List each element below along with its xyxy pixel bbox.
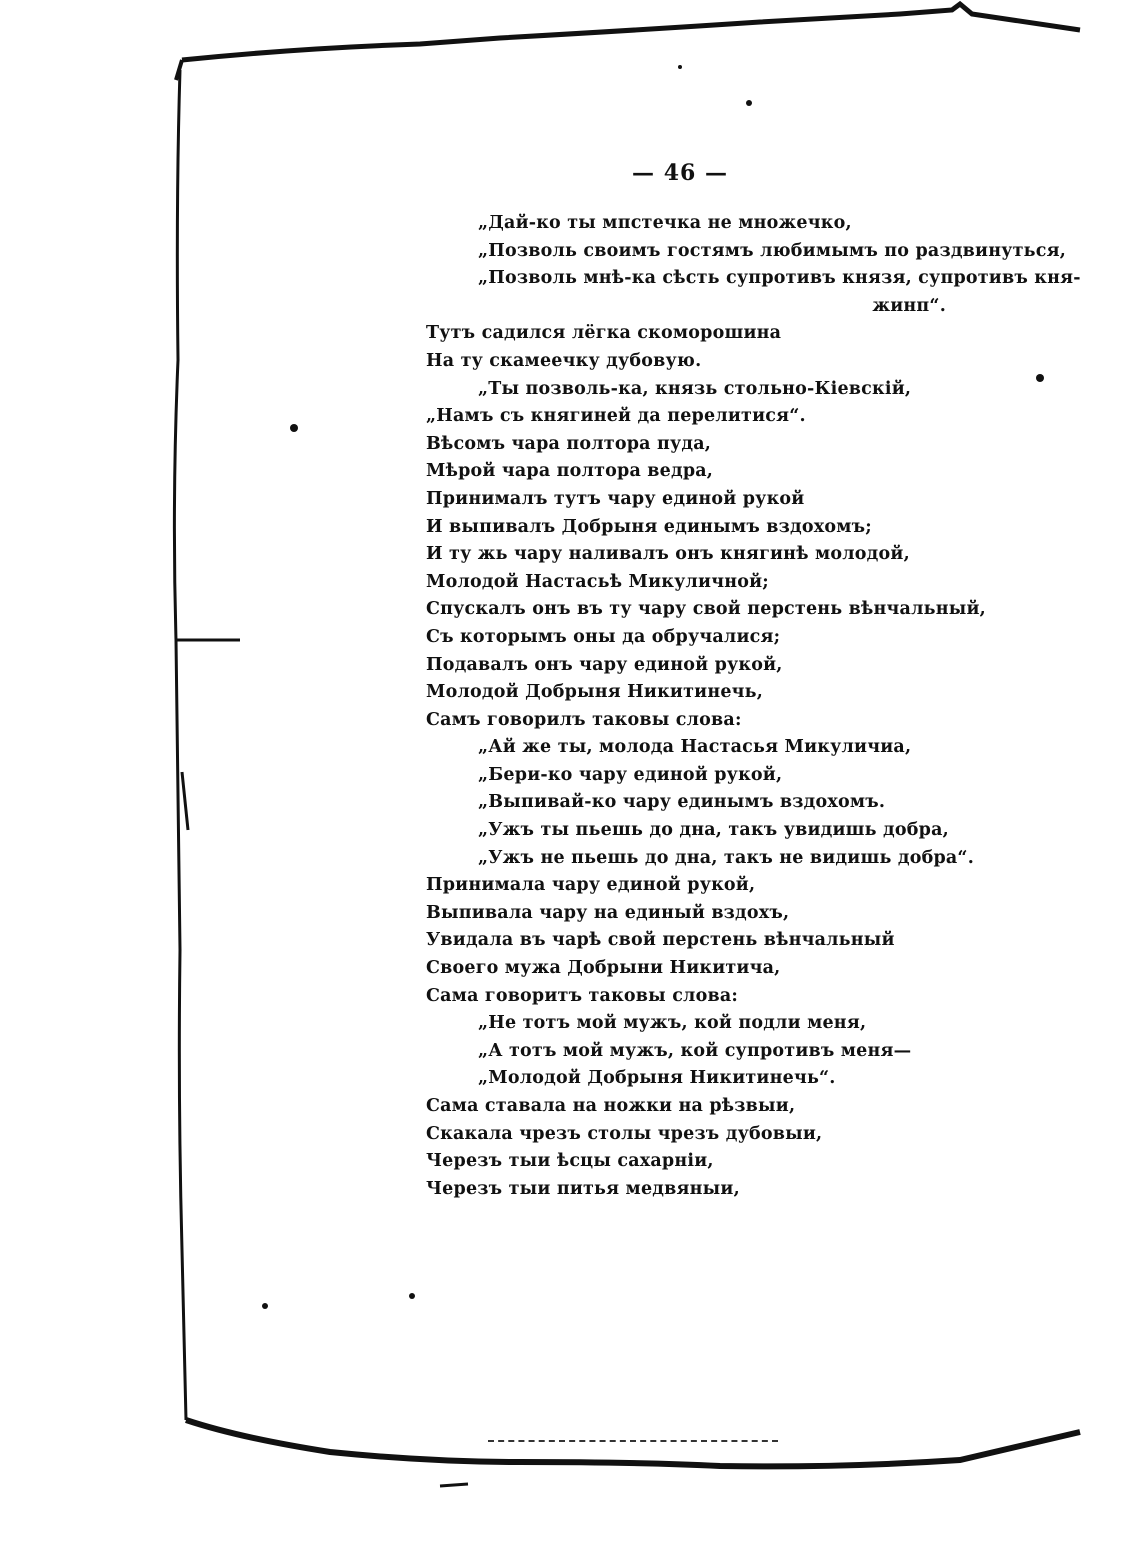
poem-line: „Ты позволь-ка, князь стольно-Кіевскій, — [478, 378, 912, 399]
poem-line: И выпивалъ Добрыня единымъ вздохомъ; — [426, 516, 872, 537]
poem-line: жинп“. — [872, 295, 946, 316]
poem-line: „Бери-ко чару единой рукой, — [478, 764, 783, 785]
poem-line: Черезъ тыи ѣсцы сахарніи, — [426, 1151, 714, 1172]
poem-line: Молодой Добрыня Никитинечь, — [426, 682, 764, 703]
poem-line: „А тотъ мой мужъ, кой супротивъ меня— — [478, 1040, 912, 1061]
poem-line: „Выпивай-ко чару единымъ вздохомъ. — [478, 792, 886, 813]
poem-line: И ту жь чару наливалъ онъ княгинѣ молодой, — [426, 544, 910, 565]
poem-line: „Намъ съ княгиней да перелитися“. — [426, 406, 806, 427]
poem-line: Молодой Настасьѣ Микуличной; — [426, 571, 769, 592]
poem-line: „Ужъ ты пьешь до дна, такъ увидишь добра, — [478, 820, 949, 841]
poem-line: Своего мужа Добрыни Никитича, — [426, 958, 781, 979]
poem-line: Спускалъ онъ въ ту чару свой перстень вѣнчальный, — [426, 599, 986, 620]
poem-line: Мѣрой чара полтора ведра, — [426, 461, 714, 482]
poem-line: „Позволь своимъ гостямъ любимымъ по раздвинуться, — [478, 240, 1067, 261]
poem-line: „Ужъ не пьешь до дна, такъ не видишь добра“. — [478, 847, 974, 868]
poem-line: „Не тотъ мой мужъ, кой подли меня, — [478, 1013, 867, 1034]
poem-line: На ту скамеечку дубовую. — [426, 350, 702, 371]
poem-line: „Дай-ко ты мпстечка не множечко, — [478, 213, 852, 233]
poem-line: Скакала чрезъ столы чрезъ дубовыи, — [426, 1123, 823, 1144]
page-number: — 46 — — [632, 160, 728, 186]
poem-text — [426, 210, 1081, 1203]
bottom-rule — [488, 1440, 778, 1442]
poem-line: Сама говоритъ таковы слова: — [426, 985, 739, 1006]
poem-line: Принималъ тутъ чару единой рукой — [426, 488, 805, 509]
poem-line: Съ которымъ оны да обручалися; — [426, 626, 781, 647]
poem-line: Выпивала чару на единый вздохъ, — [426, 902, 790, 923]
poem-line: Самъ говорилъ таковы слова: — [426, 709, 742, 730]
poem-line: Сама ставала на ножки на рѣзвыи, — [426, 1096, 796, 1116]
poem-line: „Позволь мнѣ-ка сѣсть супротивъ князя, супротивъ кня- — [478, 268, 1081, 289]
poem-line: „Ай же ты, молода Настасья Микуличиа, — [478, 737, 912, 758]
poem-line: Черезъ тыи питья медвяныи, — [426, 1178, 740, 1199]
poem-line: Вѣсомъ чара полтора пуда, — [426, 433, 712, 454]
poem-line: Принимала чару единой рукой, — [426, 875, 756, 896]
poem-line: „Молодой Добрыня Никитинечь“. — [478, 1068, 836, 1089]
poem-line: Подавалъ онъ чару единой рукой, — [426, 654, 783, 675]
poem-line: Тутъ садился лёгка скоморошина — [426, 323, 782, 344]
poem-line: Увидала въ чарѣ свой перстень вѣнчальный — [426, 930, 895, 951]
